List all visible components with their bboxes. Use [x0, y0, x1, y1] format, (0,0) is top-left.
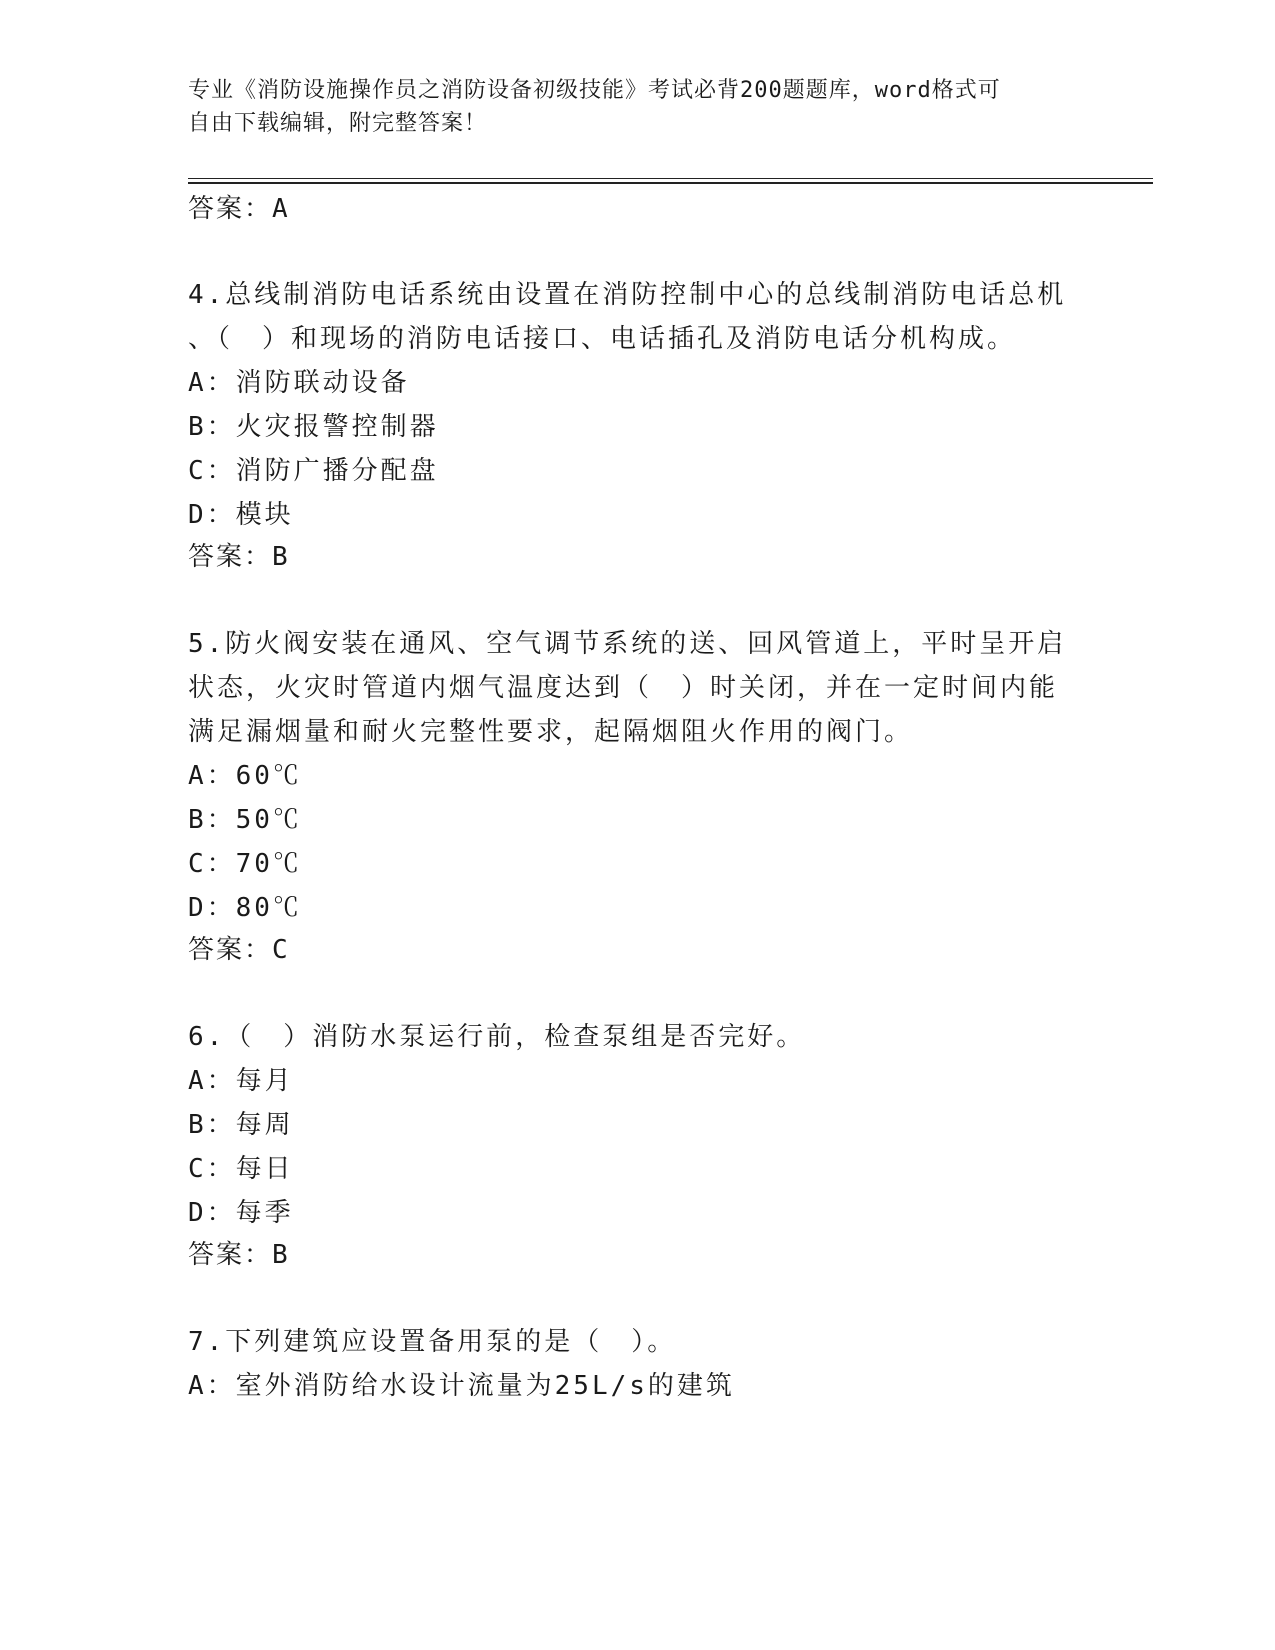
question-7-text-line-1: 7.下列建筑应设置备用泵的是（ ）。: [188, 1327, 677, 1357]
answer-q3: 答案：A: [188, 194, 290, 224]
question-6-text-line-1: 6.（ ）消防水泵运行前，检查泵组是否完好。: [188, 1022, 806, 1052]
question-6-option-c: C：每日: [188, 1154, 294, 1184]
answer-q6: 答案：B: [188, 1240, 290, 1270]
question-5-option-b: B：50℃: [188, 805, 302, 835]
question-4-option-a: A：消防联动设备: [188, 368, 410, 398]
header-line-1: 专业《消防设施操作员之消防设备初级技能》考试必背200题题库，word格式可: [188, 78, 1001, 103]
question-7-option-a: A：室外消防给水设计流量为25L/s的建筑: [188, 1371, 735, 1401]
answer-q4: 答案：B: [188, 542, 290, 572]
header-divider-thick: [188, 182, 1153, 184]
question-5-option-a: A：60℃: [188, 761, 302, 791]
answer-q5: 答案：C: [188, 935, 290, 965]
question-6-option-d: D：每季: [188, 1198, 294, 1228]
question-6-option-b: B：每周: [188, 1110, 294, 1140]
question-4-option-b: B：火灾报警控制器: [188, 412, 439, 442]
question-4-text-line-2: 、（ ）和现场的消防电话接口、电话插孔及消防电话分机构成。: [188, 324, 1017, 354]
question-5-text-line-1: 5.防火阀安装在通风、空气调节系统的送、回风管道上，平时呈开启: [188, 629, 1067, 659]
header-divider-thin: [188, 178, 1153, 179]
question-5-option-c: C：70℃: [188, 849, 302, 879]
question-4-text-line-1: 4.总线制消防电话系统由设置在消防控制中心的总线制消防电话总机: [188, 280, 1067, 310]
question-5-option-d: D：80℃: [188, 893, 302, 923]
question-4-option-d: D：模块: [188, 500, 294, 530]
question-5-text-line-3: 满足漏烟量和耐火完整性要求，起隔烟阻火作用的阀门。: [188, 717, 914, 747]
question-4-option-c: C：消防广播分配盘: [188, 456, 439, 486]
question-5-text-line-2: 状态，火灾时管道内烟气温度达到（ ）时关闭，并在一定时间内能: [188, 673, 1059, 703]
document-header: [188, 74, 1068, 140]
question-6-option-a: A：每月: [188, 1066, 294, 1096]
header-line-2: 自由下载编辑，附完整答案！: [188, 111, 488, 136]
